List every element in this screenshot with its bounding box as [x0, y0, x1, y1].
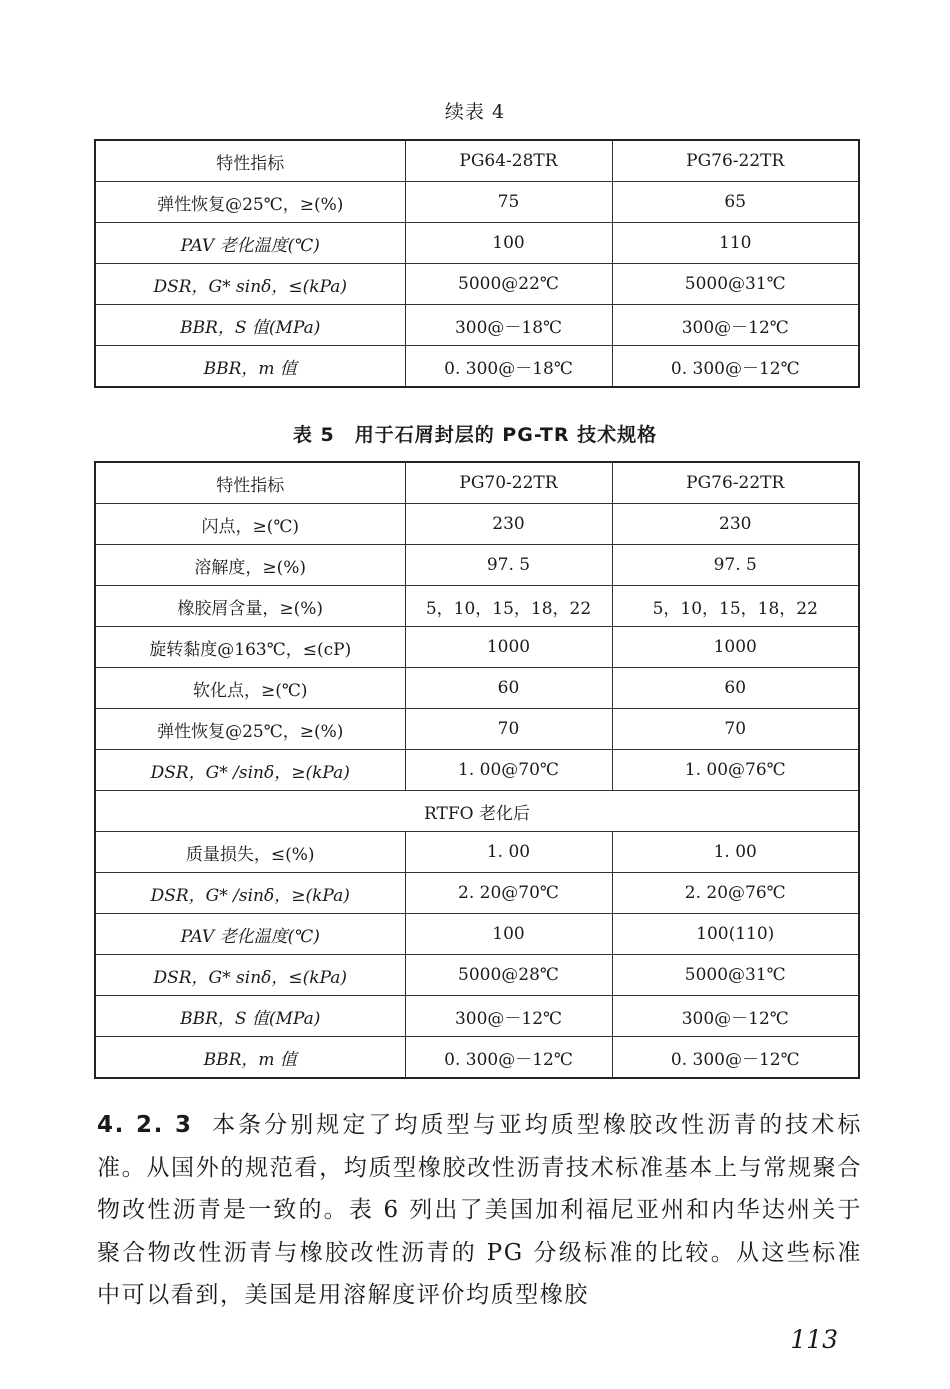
value-cell: 300@－12℃: [612, 305, 859, 346]
value-cell: 1000: [405, 627, 612, 668]
property-cell: DSR，G* sinδ，≤(kPa): [95, 264, 405, 305]
value-cell: 230: [405, 504, 612, 545]
value-cell: 0. 300@－12℃: [612, 346, 859, 388]
page-number: 113: [790, 1325, 838, 1354]
header-cell: PG76-22TR: [612, 462, 859, 504]
value-cell: 60: [612, 668, 859, 709]
value-cell: 65: [612, 182, 859, 223]
property-cell: 闪点，≥(℃): [95, 504, 405, 545]
table-row: [95, 873, 859, 914]
table-header-row: [95, 462, 859, 504]
value-cell: 100: [405, 223, 612, 264]
property-cell: DSR，G* /sinδ，≥(kPa): [95, 873, 405, 914]
value-cell: 97. 5: [405, 545, 612, 586]
value-cell: 230: [612, 504, 859, 545]
body-paragraph: [97, 1104, 862, 1317]
table4: [94, 139, 860, 388]
value-cell: 5000@22℃: [405, 264, 612, 305]
header-cell: PG64-28TR: [405, 140, 612, 182]
property-cell: 质量损失，≤(%): [95, 832, 405, 873]
paragraph-text: 本条分别规定了均质型与亚均质型橡胶改性沥青的技术标准。从国外的规范看，均质型橡胶改性沥青技术标准基本上与常规聚合物改性沥青是一致的。表 6 列出了美国加利福尼亚州和内华达州关于聚合物改性沥青与橡胶改性沥青的 PG 分级标准的比较。从这些标准中可以看到，美国是用溶解度评价均质型橡胶: [97, 1112, 863, 1308]
table-row: [95, 709, 859, 750]
property-cell: BBR，S 值(MPa): [95, 305, 405, 346]
value-cell: 1. 00@76℃: [612, 750, 859, 791]
value-cell: 0. 300@－18℃: [405, 346, 612, 388]
header-cell: 特性指标: [95, 140, 405, 182]
value-cell: 2. 20@76℃: [612, 873, 859, 914]
value-cell: 300@－12℃: [612, 996, 859, 1037]
property-cell: 旋转黏度@163℃，≤(cP): [95, 627, 405, 668]
value-cell: 100(110): [612, 914, 859, 955]
property-cell: 溶解度，≥(%): [95, 545, 405, 586]
value-cell: 5000@31℃: [612, 264, 859, 305]
property-cell: 软化点，≥(℃): [95, 668, 405, 709]
property-cell: BBR，m 值: [95, 346, 405, 388]
table-row: [95, 832, 859, 873]
property-cell: BBR，m 值: [95, 1037, 405, 1079]
table-row: [95, 182, 859, 223]
table-row: [95, 955, 859, 996]
table-row: [95, 750, 859, 791]
value-cell: 70: [612, 709, 859, 750]
property-cell: 弹性恢复@25℃，≥(%): [95, 182, 405, 223]
header-cell: 特性指标: [95, 462, 405, 504]
value-cell: 60: [405, 668, 612, 709]
value-cell: 5，10，15，18，22: [405, 586, 612, 627]
property-cell: 弹性恢复@25℃，≥(%): [95, 709, 405, 750]
property-cell: DSR，G* /sinδ，≥(kPa): [95, 750, 405, 791]
table-row: [95, 346, 859, 388]
value-cell: 300@－18℃: [405, 305, 612, 346]
value-cell: 300@－12℃: [405, 996, 612, 1037]
value-cell: 1000: [612, 627, 859, 668]
table-row: [95, 914, 859, 955]
table-row: [95, 627, 859, 668]
value-cell: 2. 20@70℃: [405, 873, 612, 914]
property-cell: 橡胶屑含量，≥(%): [95, 586, 405, 627]
property-cell: PAV 老化温度(℃): [95, 914, 405, 955]
table-row: [95, 1037, 859, 1079]
table-header-row: [95, 140, 859, 182]
table-row: [95, 264, 859, 305]
value-cell: 5000@28℃: [405, 955, 612, 996]
value-cell: 75: [405, 182, 612, 223]
value-cell: 0. 300@－12℃: [405, 1037, 612, 1079]
table4-caption: 续表 4: [444, 101, 506, 123]
value-cell: 70: [405, 709, 612, 750]
property-cell: DSR，G* sinδ，≤(kPa): [95, 955, 405, 996]
table-row: [95, 223, 859, 264]
table-row: [95, 545, 859, 586]
section-row: [95, 791, 859, 832]
property-cell: BBR，S 值(MPa): [95, 996, 405, 1037]
value-cell: 110: [612, 223, 859, 264]
header-cell: PG70-22TR: [405, 462, 612, 504]
header-cell: PG76-22TR: [612, 140, 859, 182]
value-cell: 0. 300@－12℃: [612, 1037, 859, 1079]
table-row: [95, 996, 859, 1037]
value-cell: 100: [405, 914, 612, 955]
section-label: RTFO 老化后: [95, 791, 859, 832]
table-row: [95, 586, 859, 627]
table5: [94, 461, 860, 1079]
value-cell: 97. 5: [612, 545, 859, 586]
table-row: [95, 504, 859, 545]
section-number: 4. 2. 3: [97, 1112, 193, 1138]
value-cell: 1. 00@70℃: [405, 750, 612, 791]
value-cell: 1. 00: [612, 832, 859, 873]
value-cell: 5000@31℃: [612, 955, 859, 996]
table-row: [95, 305, 859, 346]
property-cell: PAV 老化温度(℃): [95, 223, 405, 264]
value-cell: 5，10，15，18，22: [612, 586, 859, 627]
table-row: [95, 668, 859, 709]
table5-caption: 表 5 用于石屑封层的 PG-TR 技术规格: [292, 424, 658, 446]
value-cell: 1. 00: [405, 832, 612, 873]
